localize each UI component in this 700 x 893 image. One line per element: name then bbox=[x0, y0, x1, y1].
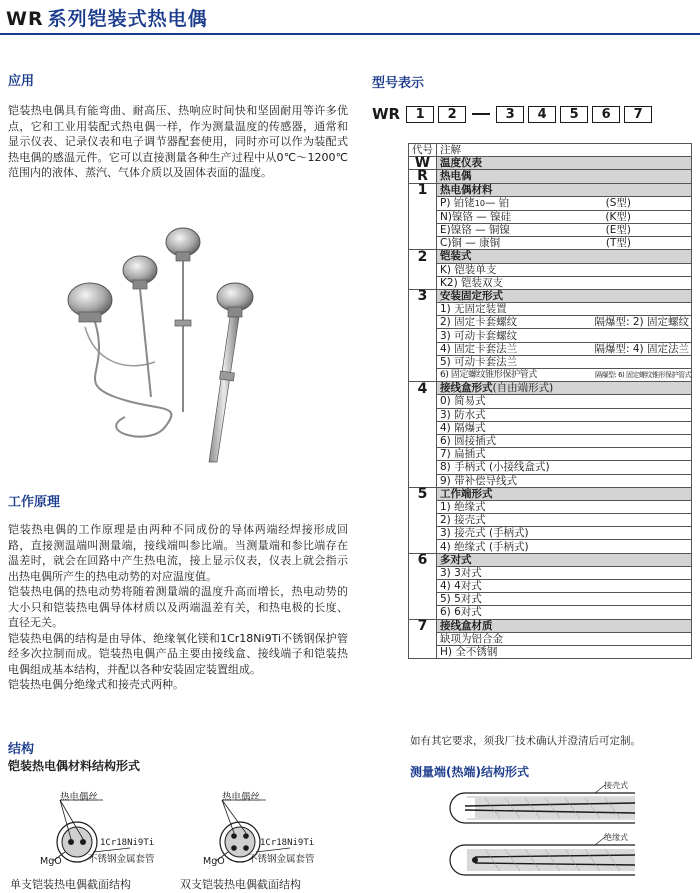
table-row bbox=[409, 553, 692, 566]
row-2-k: K) 铠装单支 bbox=[437, 263, 692, 276]
row-6-5: 5) 5对式 bbox=[437, 593, 692, 606]
structure-heading: 结构 bbox=[8, 742, 35, 757]
table-row bbox=[409, 223, 692, 236]
header-rule bbox=[0, 33, 700, 35]
label-insulated: 绝缘式 bbox=[604, 833, 628, 842]
table-row bbox=[409, 514, 692, 527]
table-row bbox=[409, 196, 692, 210]
title-model: WR bbox=[6, 8, 44, 30]
table-row bbox=[409, 593, 692, 606]
code-w: W bbox=[409, 157, 437, 170]
model-box-6: 6 bbox=[592, 106, 620, 123]
row-4-9: 9) 带补偿导线式 bbox=[437, 474, 692, 487]
row-6-3: 3) 3对式 bbox=[437, 566, 692, 579]
code-4: 4 bbox=[409, 382, 437, 395]
table-row bbox=[409, 382, 692, 395]
model-box-1: 1 bbox=[406, 106, 434, 123]
model-code-table bbox=[408, 143, 692, 659]
principle-paragraph: 铠装热电偶的结构是由导体、绝缘氧化镁和1Cr18Ni9Ti不锈钢保护管经多次拉制而成。铠装热电偶产品主要由接线盒、接线端子和铠装热电偶组成基本结构，并配以各种安装固定装置组成。 bbox=[8, 631, 348, 676]
table-row bbox=[409, 434, 692, 447]
table-row bbox=[409, 632, 692, 645]
row-3-1: 1) 无固定装置 bbox=[437, 303, 692, 316]
measuring-end-heading: 测量端(热端)结构形式 bbox=[410, 765, 529, 779]
table-row bbox=[409, 566, 692, 579]
group-6-title: 多对式 bbox=[437, 553, 692, 566]
table-row bbox=[409, 263, 692, 276]
row-4-0: 0) 简易式 bbox=[437, 395, 692, 408]
code-7: 7 bbox=[409, 619, 437, 632]
table-row bbox=[409, 448, 692, 461]
table-row bbox=[409, 369, 692, 382]
code-3: 3 bbox=[409, 289, 437, 302]
principle-paragraph: 铠装热电偶的热电动势将随着测量端的温度升高而增长，热电动势的大小只和铠装热电偶导体材质以及两端温差有关，和热电极的长度、直径无关。 bbox=[8, 585, 348, 629]
row-3-5: 5) 可动卡套法兰 bbox=[437, 355, 692, 368]
code-5: 5 bbox=[409, 487, 437, 500]
group-5-title: 工作端形式 bbox=[437, 487, 692, 500]
table-row bbox=[409, 619, 692, 632]
application-text: 铠装热电偶具有能弯曲、耐高压、热响应时间快和坚固耐用等许多优点，它和工业用装配式热电偶一样，作为测量温度的传感器，通常和显示仪表、记录仪表和电子调节器配套使用，同时亦可以作为装配式热电偶的感温元件。它可以直接测量各种生产过程中从0℃～1200℃范围内的液体、蒸汽、气体介质以及固体表面的温度。 bbox=[8, 104, 348, 179]
row-4-6: 6) 圆接插式 bbox=[437, 434, 692, 447]
header-code: 代号 bbox=[409, 144, 437, 157]
table-row bbox=[409, 342, 692, 355]
row-3-4: 4) 固定卡套法兰 隔爆型: 4) 固定法兰 bbox=[437, 342, 692, 355]
label-sheath-double-1: 1Cr18Ni9Ti bbox=[260, 838, 315, 848]
model-box-2: 2 bbox=[438, 106, 466, 123]
code-2: 2 bbox=[409, 250, 437, 263]
row-4-7: 7) 扁插式 bbox=[437, 448, 692, 461]
label-sheath-single-1: 1Cr18Ni9Ti bbox=[100, 838, 155, 848]
page-title bbox=[6, 4, 208, 31]
row-1-n: N)镍铬 — 镍硅 (K型) bbox=[437, 210, 692, 223]
table-row bbox=[409, 276, 692, 289]
row-3-3: 3) 可动卡套螺纹 bbox=[437, 329, 692, 342]
table-row bbox=[409, 395, 692, 408]
table-row bbox=[409, 421, 692, 434]
model-code-heading: 型号表示 bbox=[372, 76, 425, 91]
label-sheath-double-2: 不锈钢金属套管 bbox=[248, 854, 315, 865]
caption-single: 单支铠装热电偶截面结构 bbox=[10, 878, 131, 891]
table-row bbox=[409, 303, 692, 316]
label-sheath-single-2: 不锈钢金属套管 bbox=[88, 854, 155, 865]
table-row bbox=[409, 580, 692, 593]
row-7-1: 缺项为铝合金 bbox=[437, 632, 692, 645]
model-dash bbox=[472, 113, 490, 115]
table-row bbox=[409, 289, 692, 302]
row-1-c: C)铜 — 康铜 (T型) bbox=[437, 237, 692, 250]
code-6: 6 bbox=[409, 553, 437, 566]
table-row bbox=[409, 355, 692, 368]
table-row bbox=[409, 487, 692, 500]
row-1-e: E)镍铬 — 铜镍 (E型) bbox=[437, 223, 692, 236]
label-mgo-double: MgO bbox=[203, 856, 225, 867]
table-row bbox=[409, 606, 692, 619]
group-1-title: 热电偶材料 bbox=[437, 183, 692, 196]
table-row bbox=[409, 408, 692, 421]
label-grounded: 接壳式 bbox=[604, 781, 628, 790]
row-1-p: P) 铂铑10— 铂 (S型) bbox=[437, 196, 692, 210]
row-5-4: 4) 绝缘式 (手柄式) bbox=[437, 540, 692, 553]
model-prefix: WR bbox=[372, 105, 401, 123]
code-r: R bbox=[409, 170, 437, 183]
table-row bbox=[409, 474, 692, 487]
model-box-4: 4 bbox=[528, 106, 556, 123]
page-header bbox=[0, 0, 700, 48]
model-box-3: 3 bbox=[496, 106, 524, 123]
row-2-k2: K2) 铠装双支 bbox=[437, 276, 692, 289]
structure-subheading: 铠装热电偶材料结构形式 bbox=[8, 759, 141, 773]
title-text: 系列铠装式热电偶 bbox=[47, 8, 208, 30]
model-box-7: 7 bbox=[624, 106, 652, 123]
row-4-8: 8) 手柄式 (小接线盒式) bbox=[437, 461, 692, 474]
row-6-6: 6) 6对式 bbox=[437, 606, 692, 619]
row-r: 热电偶 bbox=[437, 170, 692, 183]
code-1: 1 bbox=[409, 183, 437, 196]
label-wire-single: 热电偶丝 bbox=[60, 792, 99, 803]
table-row bbox=[409, 250, 692, 263]
row-7-2: H) 全不锈钢 bbox=[437, 645, 692, 658]
row-3-6: 6) 固定螺纹锥形保护管式 隔爆型: 6) 固定螺纹锥形保护管式 bbox=[437, 369, 692, 382]
group-4-title: 接线盒形式(自由端形式) bbox=[437, 382, 692, 395]
custom-note: 如有其它要求，须我厂技术确认并澄清后可定制。 bbox=[410, 735, 641, 747]
principle-paragraph: 铠装热电偶分绝缘式和接壳式两种。 bbox=[8, 678, 184, 691]
table-row bbox=[409, 210, 692, 223]
model-code-row bbox=[372, 104, 656, 124]
table-header-row bbox=[409, 144, 692, 157]
header-note: 注解 bbox=[437, 144, 692, 157]
table-row bbox=[409, 183, 692, 196]
group-7-title: 接线盒材质 bbox=[437, 619, 692, 632]
row-5-2: 2) 接壳式 bbox=[437, 514, 692, 527]
product-photo bbox=[55, 222, 270, 467]
group-2-title: 铠装式 bbox=[437, 250, 692, 263]
table-row bbox=[409, 157, 692, 170]
caption-double: 双支铠装热电偶截面结构 bbox=[180, 878, 301, 891]
table-row bbox=[409, 170, 692, 183]
table-row bbox=[409, 461, 692, 474]
table-row bbox=[409, 316, 692, 329]
model-box-5: 5 bbox=[560, 106, 588, 123]
table-row bbox=[409, 527, 692, 540]
label-wire-double: 热电偶丝 bbox=[222, 792, 261, 803]
row-5-1: 1) 绝缘式 bbox=[437, 500, 692, 513]
row-6-4: 4) 4对式 bbox=[437, 580, 692, 593]
row-w: 温度仪表 bbox=[437, 157, 692, 170]
table-row bbox=[409, 329, 692, 342]
row-4-3: 3) 防水式 bbox=[437, 408, 692, 421]
principle-text bbox=[8, 522, 348, 693]
principle-heading: 工作原理 bbox=[8, 495, 61, 510]
table-row bbox=[409, 645, 692, 658]
table-row bbox=[409, 540, 692, 553]
table-row bbox=[409, 237, 692, 250]
group-3-title: 安装固定形式 bbox=[437, 289, 692, 302]
row-5-3: 3) 接壳式 (手柄式) bbox=[437, 527, 692, 540]
row-4-4: 4) 隔爆式 bbox=[437, 421, 692, 434]
table-row bbox=[409, 500, 692, 513]
label-mgo-single: MgO bbox=[40, 856, 62, 867]
application-heading: 应用 bbox=[8, 74, 35, 89]
principle-paragraph: 铠装热电偶的工作原理是由两种不同成份的导体两端经焊接形成回路，直接测温端叫测量端，接线端叫参比端。当测量端和参比端存在温差时，就会在回路中产生热电流，接上显示仪表，仪表上就会指示出热电偶所产生的热电动势的对应温度值。 bbox=[8, 523, 348, 583]
row-3-2: 2) 固定卡套螺纹 隔爆型: 2) 固定螺纹 bbox=[437, 316, 692, 329]
